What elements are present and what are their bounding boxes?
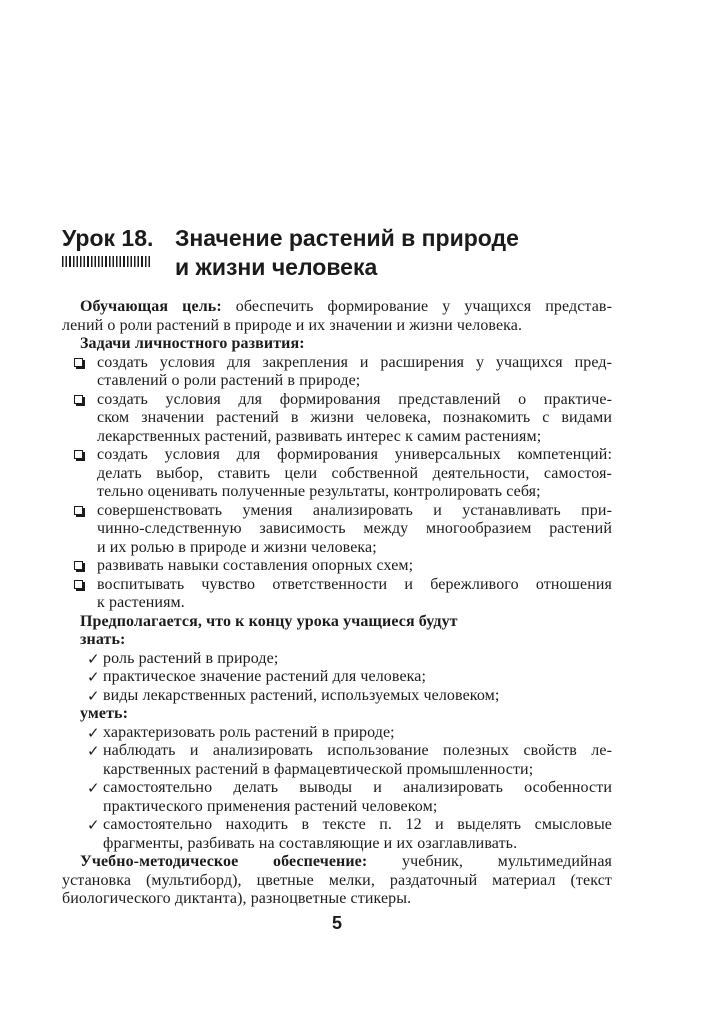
text-line: установка (мультиборд), цветные мелки, раздаточный материал (текст (62, 871, 612, 889)
page-number: 5 (331, 913, 342, 933)
check-item (62, 724, 612, 743)
bullet-item (62, 576, 612, 613)
check-icon: ✓ (87, 816, 100, 834)
lesson-title (175, 224, 612, 282)
text-line: тельно оценивать полученные результаты, контролировать себя; (97, 483, 541, 500)
text-line: ском значении растений в жизни человека, познакомить с видами (97, 409, 612, 426)
check-item (62, 742, 612, 779)
bold-lead: Обучающая цель: (80, 298, 222, 315)
bold-heading (62, 705, 612, 724)
bold-heading (62, 335, 612, 354)
check-icon: ✓ (87, 742, 100, 760)
check-icon: ✓ (87, 686, 100, 705)
check-item (62, 779, 612, 816)
text-line: и их ролью в природе и жизни человека; (97, 538, 377, 556)
text-line: практическое значение растений для человека; (103, 668, 427, 685)
text-line: характеризовать роль растений в природе; (103, 723, 395, 741)
paragraph (62, 298, 612, 335)
body-text (62, 298, 612, 909)
check-icon: ✓ (87, 649, 100, 668)
text-line: самостоятельно делать выводы и анализировать особенности (103, 779, 612, 796)
text-line: делать выбор, ставить цели собственной деятельности, самостоя- (97, 464, 612, 482)
text-line: Обучающая цель: обеспечить формирование у учащихся представ- (80, 298, 612, 315)
bold-heading (62, 613, 612, 650)
text-line: совершенствовать умения анализировать и устанавливать при- (97, 501, 612, 519)
square-bullet-icon (74, 580, 83, 589)
bold-lead: Учебно-методическое обеспечение: (80, 853, 368, 870)
square-bullet-icon (74, 561, 83, 570)
text-line: карственных растений в фармацевтической промышленности; (103, 760, 534, 778)
square-bullet-icon (74, 506, 83, 515)
text-line: Учебно-методическое обеспечение: учебник, мультимедийная (80, 853, 613, 870)
square-bullet-icon (74, 450, 83, 459)
lesson-header (62, 224, 612, 282)
text-line: практического применения растений человеком; (103, 797, 438, 815)
text-line: воспитывать чувство ответственности и бережливого отношения (97, 575, 612, 593)
text-line: Предполагается, что к концу урока учащиеся будут (80, 612, 458, 630)
text-line: чинно-следственную зависимость между многообразием растений (97, 520, 612, 537)
lesson-title-line: и жизни человека (175, 254, 378, 280)
check-item (62, 650, 612, 669)
text-line: создать условия для формирования представлений о практиче- (97, 390, 612, 408)
text-line: уметь: (80, 705, 129, 722)
text-line: Задачи личностного развития: (80, 335, 305, 352)
lesson-label-column (62, 224, 175, 267)
check-icon: ✓ (87, 723, 100, 742)
bullet-item (62, 557, 612, 576)
text-line: создать условия для закрепления и расширения у учащихся пред- (97, 353, 612, 371)
text-line: лений о роли растений в природе и их значении и жизни человека. (62, 316, 523, 334)
text-line: лекарственных растений, развивать интерес к самим растениям; (97, 427, 542, 445)
lesson-title-line: Значение растений в природе (175, 225, 519, 251)
check-item (62, 816, 612, 853)
text-line: роль растений в природе; (103, 649, 279, 667)
text-line: самостоятельно находить в тексте п. 12 и выделять смысловые (103, 816, 612, 833)
text-line: к растениям. (97, 594, 185, 611)
barcode-decoration-icon (62, 256, 150, 267)
check-icon: ✓ (87, 668, 100, 686)
check-icon: ✓ (87, 779, 100, 797)
text-line: создать условия для формирования универсальных компетенций: (97, 446, 612, 463)
page-content (62, 224, 612, 909)
paragraph (62, 853, 612, 909)
text-line: ставлений о роли растений в природе; (97, 372, 361, 389)
bullet-item (62, 354, 612, 391)
text-line: виды лекарственных растений, используемых человеком; (103, 686, 500, 704)
text-line: развивать навыки составления опорных схем; (97, 557, 414, 574)
bullet-item (62, 391, 612, 447)
text-line: биологического диктанта), разноцветные стикеры. (62, 890, 412, 907)
square-bullet-icon (74, 358, 83, 367)
text-line: наблюдать и анализировать использование полезных свойств ле- (103, 742, 612, 759)
check-item (62, 687, 612, 706)
square-bullet-icon (74, 395, 83, 404)
text-line: знать: (80, 631, 126, 648)
check-item (62, 668, 612, 687)
lesson-label: Урок 18. (62, 225, 154, 251)
bullet-item (62, 446, 612, 502)
text-line: фрагменты, разбивать на составляющие и их озаглавливать. (103, 834, 518, 852)
bullet-item (62, 502, 612, 558)
